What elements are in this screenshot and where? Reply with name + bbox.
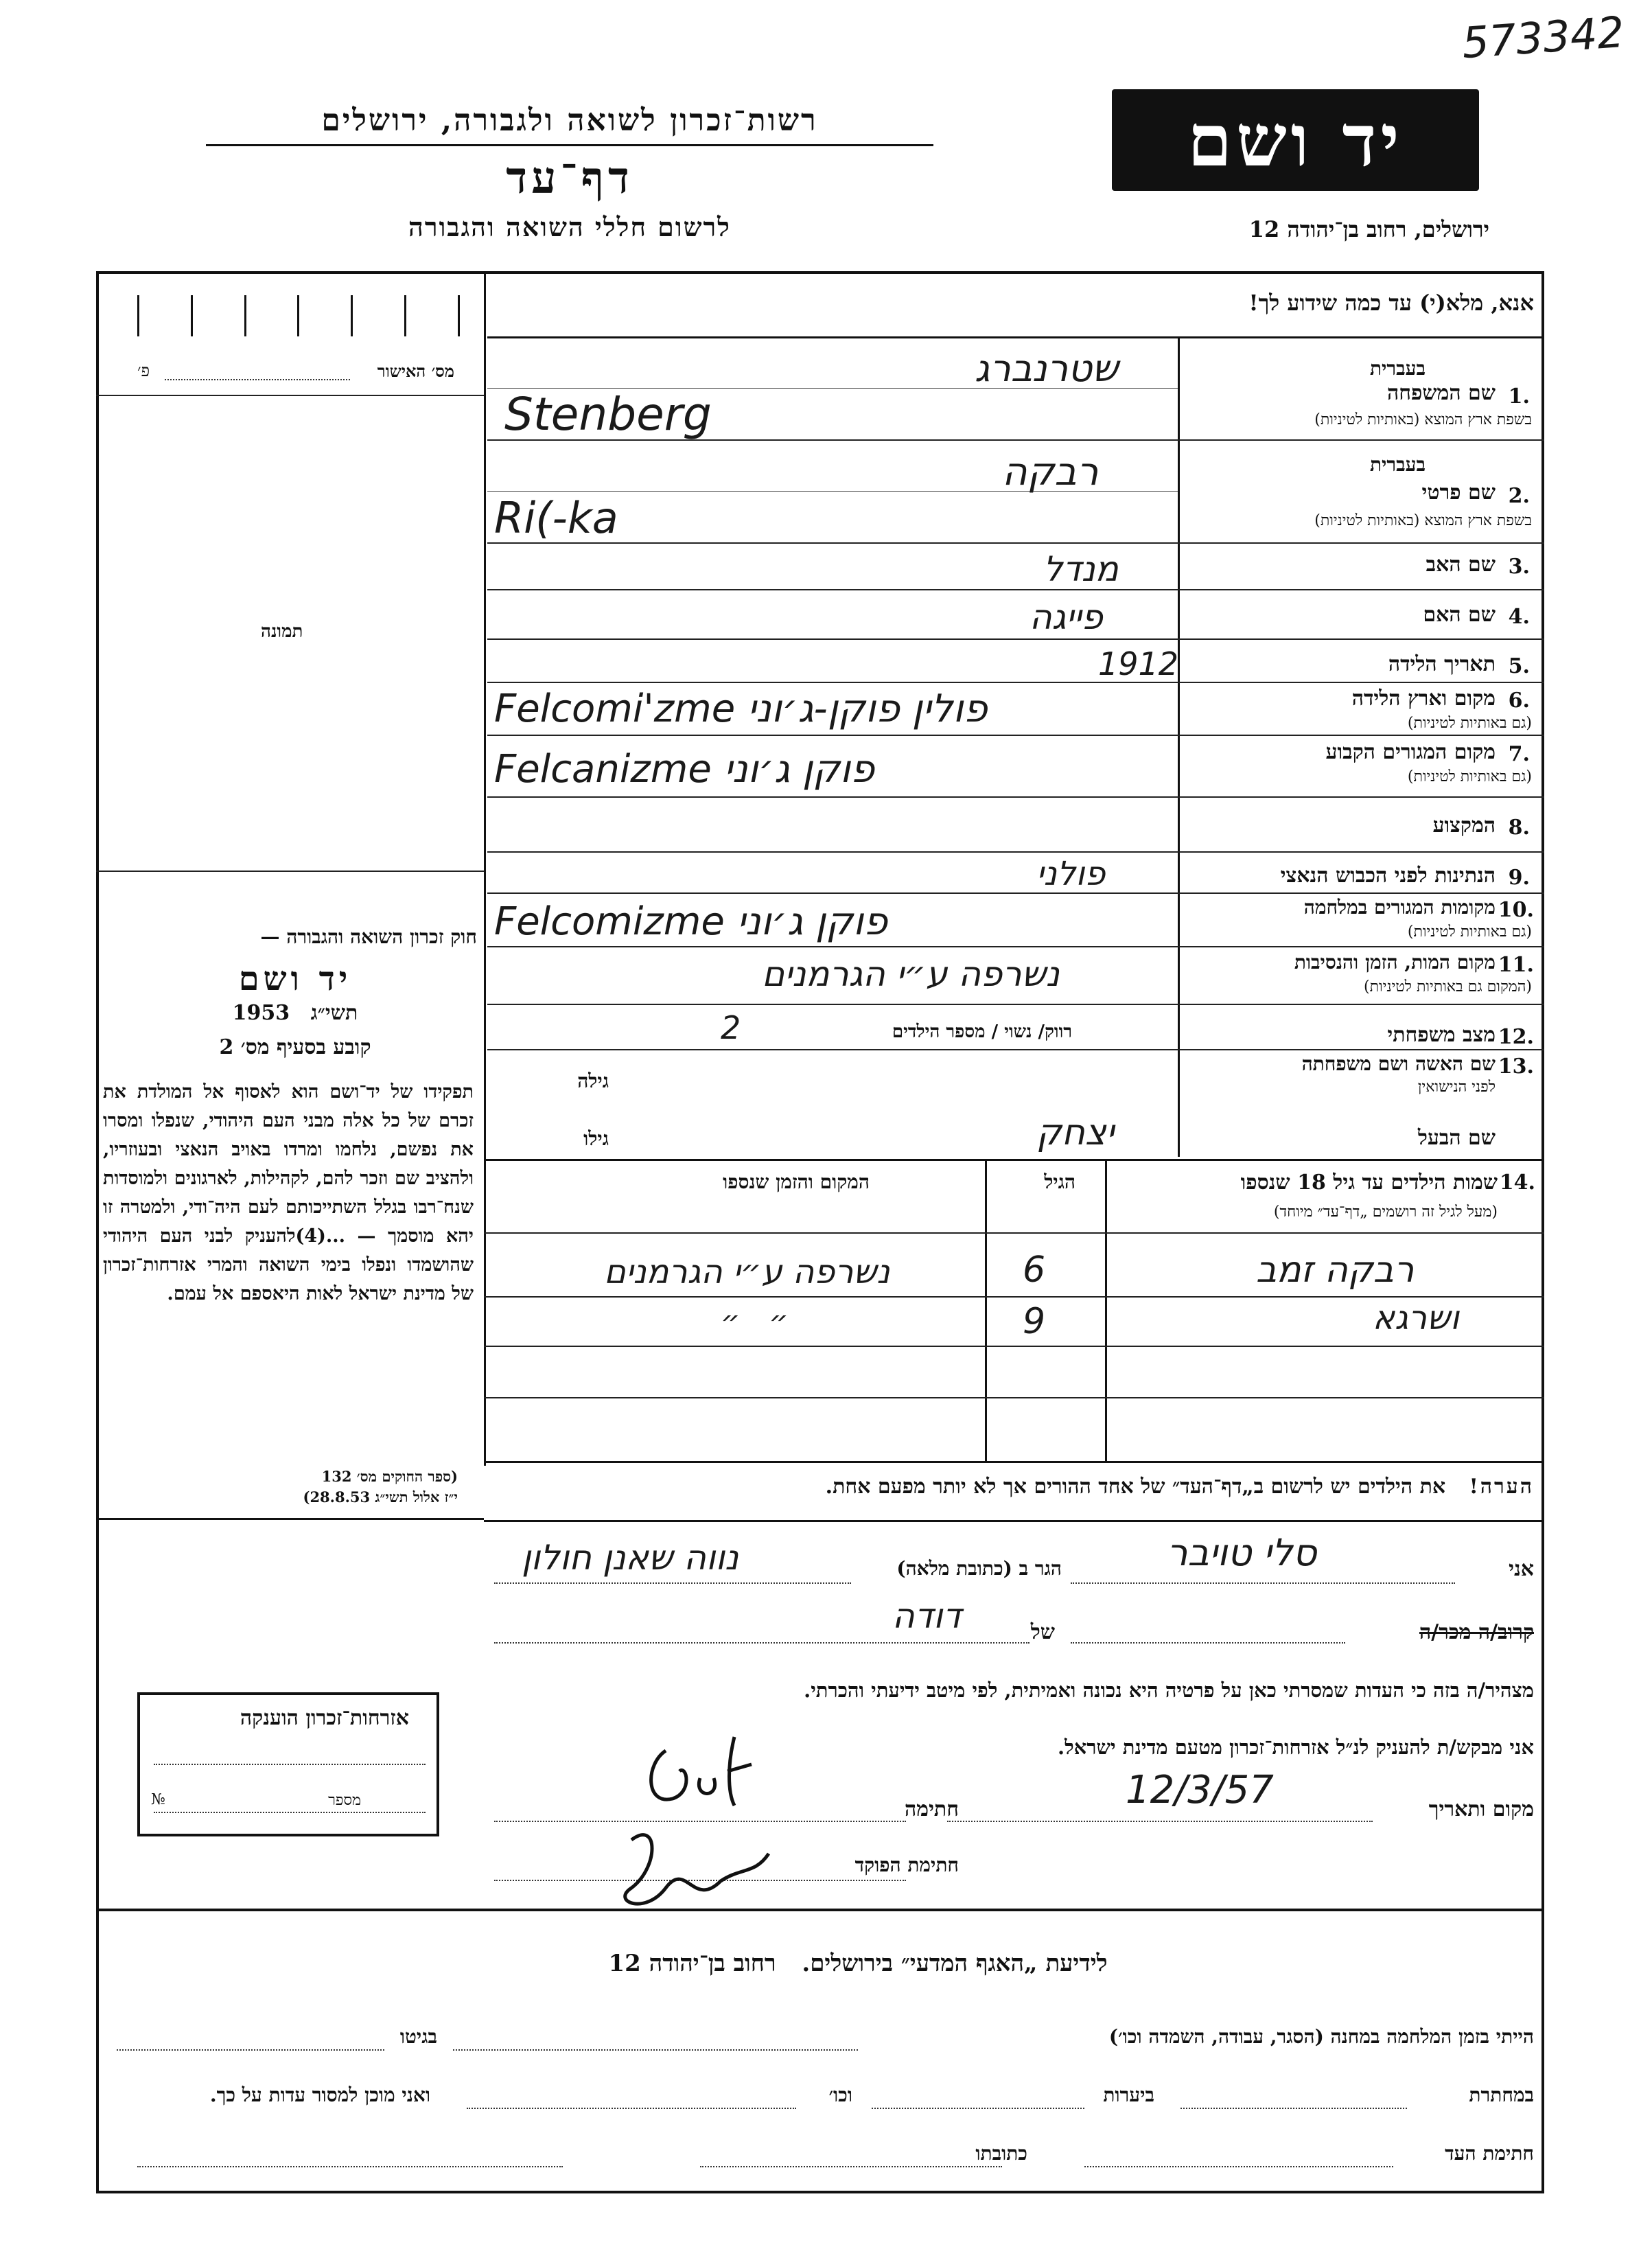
field-5-num: 5. [1508, 654, 1530, 678]
children-row-rule-4 [484, 1461, 1544, 1463]
field-10-sub: (גם באותיות לטיניות) [1407, 923, 1532, 941]
field-1-sub: בשפת ארץ המוצא (באותיות לטיניות) [1314, 411, 1532, 428]
rule-9 [1178, 892, 1544, 894]
child-1-name: רבקה זמב [1256, 1249, 1415, 1291]
label-column-divider [1178, 336, 1180, 1157]
field-2-lang: בעברית [1369, 453, 1426, 476]
footer-line1-b: בגיטו [399, 2025, 437, 2048]
decl-i-label: אני [1509, 1557, 1534, 1581]
children-note: (מעל לגיל זה רושמים „דף־עד״ מיוחד) [1273, 1203, 1498, 1221]
declarant-signature [631, 1723, 769, 1819]
footer-line2-a: במחתרת [1469, 2084, 1534, 2106]
footer-address: רחוב בן־יהודה 12 [608, 1950, 776, 1977]
field-10-num: 10. [1498, 898, 1534, 922]
footer-line2-dots-3 [467, 2108, 796, 2109]
certificate-title: אזרחות־זכרון הוענקה [240, 1706, 409, 1730]
decl-date-value: 12/3/57 [1126, 1768, 1274, 1812]
left-column-divider [484, 271, 486, 1466]
remark-rule [484, 1520, 1544, 1522]
remark-text: את הילדים יש לרשום ב„דף־העד״ של אחד ההורים אך לא יותר מפעם אחת. [825, 1475, 1446, 1499]
children-row-rule-1 [484, 1296, 1544, 1298]
law-name: יד ושם [238, 960, 352, 998]
field-6-num: 6. [1508, 689, 1530, 713]
decl-place-date-label: מקום ותאריך [1428, 1797, 1534, 1821]
decl-date-dots [947, 1821, 1373, 1822]
yad-vashem-logo [1112, 89, 1479, 191]
footer-line3-dots-3 [137, 2166, 563, 2167]
field-3-label: שם האב [1426, 553, 1496, 577]
rule-1 [1178, 439, 1544, 441]
decl-relation-dots [1071, 1642, 1345, 1644]
husband-label: שם הבעל [1417, 1126, 1496, 1150]
child-1-age: 6 [1023, 1249, 1046, 1291]
field-6-sub: (גם באותיות לטיניות) [1407, 715, 1532, 732]
field-10-label: מקומות המגורים במלחמה [1303, 896, 1496, 919]
decl-resides-label: הגר ב (כתובת מלאה) [896, 1557, 1062, 1580]
ans-rule-10 [487, 851, 1178, 853]
law-clause: קובע בסעיף מס׳ 2 [219, 1035, 371, 1059]
ans-rule-9 [487, 796, 1178, 798]
field-9-num: 9. [1508, 866, 1530, 890]
serial-suffix: פ׳ [137, 361, 150, 380]
remark-label: הערה! [1469, 1475, 1534, 1499]
field-13-label: שם האשה ושם משפחתה [1301, 1052, 1496, 1075]
field-13-num: 13. [1498, 1055, 1534, 1079]
field-8-num: 8. [1508, 816, 1530, 840]
certificate-line-1 [154, 1764, 426, 1765]
ans-rule-7 [487, 682, 1178, 683]
footer-line3-a: חתימת העד [1445, 2142, 1534, 2165]
field-4-label: שם האם [1423, 603, 1496, 627]
logo-text: יד ושם [1187, 97, 1404, 183]
footer-line2-b: ביערות [1103, 2084, 1154, 2106]
answer-husband: יצחק [1036, 1112, 1115, 1153]
certificate-number-label: מספר [328, 1792, 361, 1809]
footer-line1-a: הייתי בזמן המלחמה במחנה (הסגר, עבודה, השמדה וכו׳) [1108, 2025, 1534, 2048]
law-title: חוק זכרון השואה והגבורה — [260, 925, 477, 948]
field-12-label: מצב משפחתי [1387, 1023, 1496, 1047]
children-col-2 [985, 1159, 987, 1461]
decl-of-label: של [1030, 1620, 1055, 1644]
footer-line2-dots-1 [1180, 2108, 1407, 2109]
ans-rule-5 [487, 589, 1178, 590]
form-subtitle: לרשום חללי השואה והגבורה [408, 211, 731, 242]
rule-11 [1178, 1004, 1544, 1005]
rule-8 [1178, 851, 1544, 853]
photo-top-rule [96, 395, 484, 396]
ans-rule-13 [487, 1004, 1178, 1005]
field-11-sub: (המקום גם באותיות לטיניות) [1364, 978, 1532, 995]
address: ירושלים, רחוב בן־יהודה 12 [1248, 216, 1489, 242]
ans-rule-14 [487, 1049, 1178, 1050]
footer-title-line [480, 1950, 1235, 1977]
ans-rule-6 [487, 638, 1178, 640]
certificate-no-label: № [151, 1791, 165, 1808]
authority-underline [206, 144, 933, 146]
children-row-rule-2 [484, 1346, 1544, 1347]
footer-line2-dots-2 [872, 2108, 1084, 2109]
field-1-label: שם המשפחה [1386, 381, 1496, 405]
col-age-header: הגיל [1044, 1171, 1075, 1193]
footer-line1-dots-2 [117, 2049, 384, 2051]
answer-firstname-he: רבקה [1002, 450, 1099, 494]
rule-12 [1178, 1049, 1544, 1050]
field-7-sub: (גם באותיות לטיניות) [1407, 768, 1532, 785]
instruction: אנא, מלא(י) עד כמה שידוע לך! [1248, 290, 1534, 316]
serial-ticks [137, 295, 460, 336]
field-3-num: 3. [1508, 555, 1530, 579]
wife-age-label: גילה [577, 1070, 609, 1092]
decl-signature-label: חתימה [905, 1797, 959, 1821]
field-4-num: 4. [1508, 605, 1530, 629]
footer-line2-d: ואני מוכן למסור עדות על כך. [209, 2084, 430, 2106]
field-8-label: המקצוע [1432, 814, 1496, 838]
footer-line2-c: וכו׳ [828, 2084, 852, 2106]
answer-firstname-latin: Ri(-ka [494, 493, 618, 543]
rule-10 [1178, 946, 1544, 947]
ans-rule-8 [487, 735, 1178, 736]
decl-request: אני מבקש/ת להעניק לנ״ל אזרחות־זכרון מטעם מדינת ישראל. [1058, 1736, 1534, 1759]
field-1-lang: בעברית [1369, 357, 1426, 380]
answer-children-count: 2 [721, 1009, 741, 1046]
children-title: שמות הילדים עד גיל 18 שנספו [1240, 1171, 1498, 1195]
footer-line3-dots-2 [700, 2166, 1002, 2167]
law-source-2: י״ז אלול תשי״ג 28.8.53) [303, 1488, 458, 1506]
child-1-place: נשרפה ע״י הגרמנים [604, 1253, 890, 1291]
child-2-place: ״ ״ [721, 1304, 789, 1339]
decl-address-value: נווה שאנן חולון [522, 1538, 739, 1578]
law-box-border [96, 912, 484, 1520]
field-9-label: הנתינות לפני הכבוש הנאצי [1280, 864, 1496, 888]
rule-7 [1178, 796, 1544, 798]
ans-rule-12 [487, 946, 1178, 947]
children-header-rule [484, 1232, 1544, 1234]
field-2-num: 2. [1508, 484, 1530, 508]
children-num: 14. [1499, 1171, 1535, 1195]
rule-6 [1178, 735, 1544, 736]
field-6-label: מקום וארץ הלידה [1351, 687, 1496, 711]
children-row-rule-3 [484, 1397, 1544, 1398]
certificate-line-2 [154, 1812, 426, 1813]
rule-2 [1178, 542, 1544, 544]
decl-statement: מצהיר/ה בזה כי העדות שמסרתי כאן על פרטיה היא נכונה ואמיתית, לפי מיטב ידיעתי והכרתי. [804, 1679, 1534, 1702]
husband-age-label: גילו [583, 1127, 609, 1150]
law-body: תפקידו של יד־ושם הוא לאסוף אל המולדת את זכרם של כל אלה מבני העם היהודי, שנפלו ומסרו את נפשם, נלחמו ומרדו באויב הנאצי ובעוזריו, ולהציב שם וזכר להם, לקהילות, לארגונים ולמוסדות שנח־רבו בגלל השתייכותם לעם היה־ודי, ולמטרה זו יהא מוסמך — ...(4)להעניק לבני העם היהודי שהושמדו ונפלו בימי השואה והמרי אזרחות־זכרון של מדינת ישראל לאות היאספם אל עמם. [103, 1081, 474, 1304]
field-11-label: מקום המות, הזמן והנסיבות [1294, 951, 1496, 973]
answer-birth-date: 1912 [1098, 645, 1179, 682]
answer-birth-place: פולין פוקן-ג׳וני Felcomi'zme [494, 687, 988, 731]
rule-3 [1178, 589, 1544, 590]
rule-4 [1178, 638, 1544, 640]
answer-residence: פוקן ג׳וני Felcanizme [494, 747, 875, 792]
field-7-num: 7. [1508, 742, 1530, 766]
answer-wartime-residence: פוקן ג׳וני Felcomizme [494, 899, 888, 944]
footer-line3-b: כתובתו [975, 2142, 1027, 2165]
decl-address-dots [494, 1582, 851, 1584]
footer-line3-dots-1 [1084, 2166, 1393, 2167]
field-7-label: מקום המגורים הקבוע [1325, 740, 1496, 764]
authority-line: רשות־זכרון לשואה ולגבורה, ירושלים [321, 103, 818, 138]
child-2-age: 9 [1023, 1301, 1046, 1342]
decl-of-dots [494, 1642, 1029, 1644]
answer-surname-latin: Stenberg [504, 388, 712, 441]
children-col-1 [1105, 1159, 1107, 1461]
rule-13 [484, 1159, 1544, 1161]
photo-label: תמונה [261, 621, 303, 642]
answer-death: נשרפה ע״י הגרמנים [762, 954, 1060, 994]
field-2-sub: בשפת ארץ המוצא (באותיות לטיניות) [1314, 512, 1532, 529]
serial-dots [165, 379, 350, 380]
law-year-label: תשי״ג [310, 1001, 358, 1025]
instruction-rule [487, 336, 1544, 338]
form-title: דף־עד [506, 152, 633, 204]
field-5-label: תאריך הלידה [1388, 652, 1496, 676]
remark [826, 1475, 1534, 1499]
field-2-label: שם פרטי [1421, 481, 1496, 505]
photo-bottom-rule [96, 871, 484, 872]
field-11-num: 11. [1498, 953, 1534, 977]
rule-5 [1178, 682, 1544, 683]
footer-line1-dots-1 [453, 2049, 858, 2051]
document-number: 573342 [1461, 6, 1627, 69]
field-1-num: 1. [1508, 384, 1530, 408]
law-year-number: 1953 [232, 1001, 290, 1025]
answer-surname-he: שטרנברג [975, 347, 1119, 390]
footer-title: לידיעת „האגף המדעי״ בירושלים. [802, 1950, 1108, 1977]
col-place-header: המקום והזמן שנספו [723, 1171, 870, 1193]
certificate-box [137, 1692, 439, 1836]
serial-label: מס׳ האישור [377, 361, 454, 381]
field-12-num: 12. [1498, 1025, 1534, 1049]
decl-name-dots [1071, 1582, 1455, 1584]
answer-nationality: פולני [1036, 855, 1106, 893]
answer-father: מנדל [1043, 549, 1119, 589]
child-2-name: ושרגא [1373, 1299, 1460, 1337]
decl-name-value: סלי טויבר [1167, 1531, 1317, 1574]
marital-options: רווק/ נשוי / מספר הילדים [892, 1022, 1072, 1042]
decl-officer-label: חתימת הפוקד [854, 1854, 959, 1876]
decl-relation-value: דודה [892, 1596, 962, 1636]
field-13-sub: לפני הנישואין [1417, 1079, 1496, 1096]
answer-mother: פייגה [1029, 597, 1103, 637]
law-source-1: (ספר החוקים מס׳ 132 [321, 1468, 458, 1485]
decl-relative-label: קרוב/ה מכר/ה [1419, 1620, 1534, 1644]
